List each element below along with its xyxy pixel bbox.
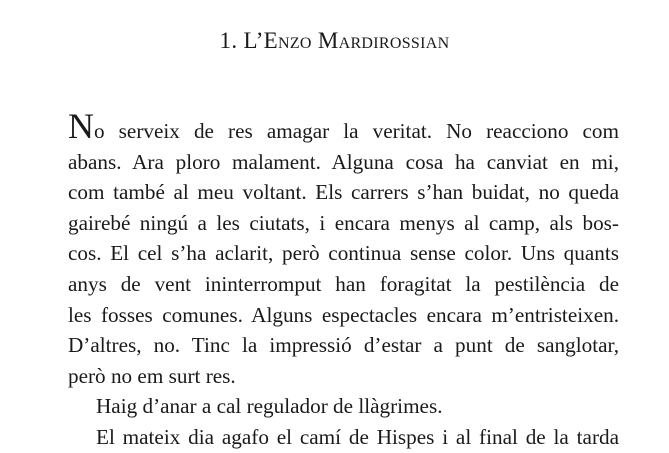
text-line: Haig d’anar a cal regulador de llàgrimes. [96, 394, 443, 419]
text-line: anys de vent ininterromput han foragitat la pestilència de [68, 271, 619, 296]
text-line: El mateix dia agafo el camí de Hispes i al final de la tarda [96, 424, 619, 449]
text-line-content: o serveix de res amagar la veritat. No reacciono com [94, 119, 619, 143]
text-line: gairebé ningú a les ciutats, i encara menys al camp, als bos- [68, 210, 619, 235]
chapter-heading [0, 28, 669, 54]
chapter-title: L’Enzo Mardirossian [243, 28, 450, 53]
chapter-number: 1. [219, 28, 238, 53]
body-text [68, 106, 619, 453]
text-line [68, 106, 619, 147]
text-line: com també al meu voltant. Els carrers s’han buidat, no queda [68, 180, 619, 205]
drop-cap: N [68, 106, 94, 146]
text-line: D’altres, no. Tinc la impressió d’estar a punt de sanglotar, [68, 333, 619, 358]
text-line: les fosses comunes. Alguns espectacles encara m’entristeixen. [68, 302, 619, 327]
text-line: però no em surt res. [68, 363, 236, 388]
text-line: cos. El cel s’ha aclarit, però continua sense color. Uns quants [68, 241, 619, 266]
text-line: abans. Ara ploro malament. Alguna cosa ha canviat en mi, [68, 149, 619, 174]
